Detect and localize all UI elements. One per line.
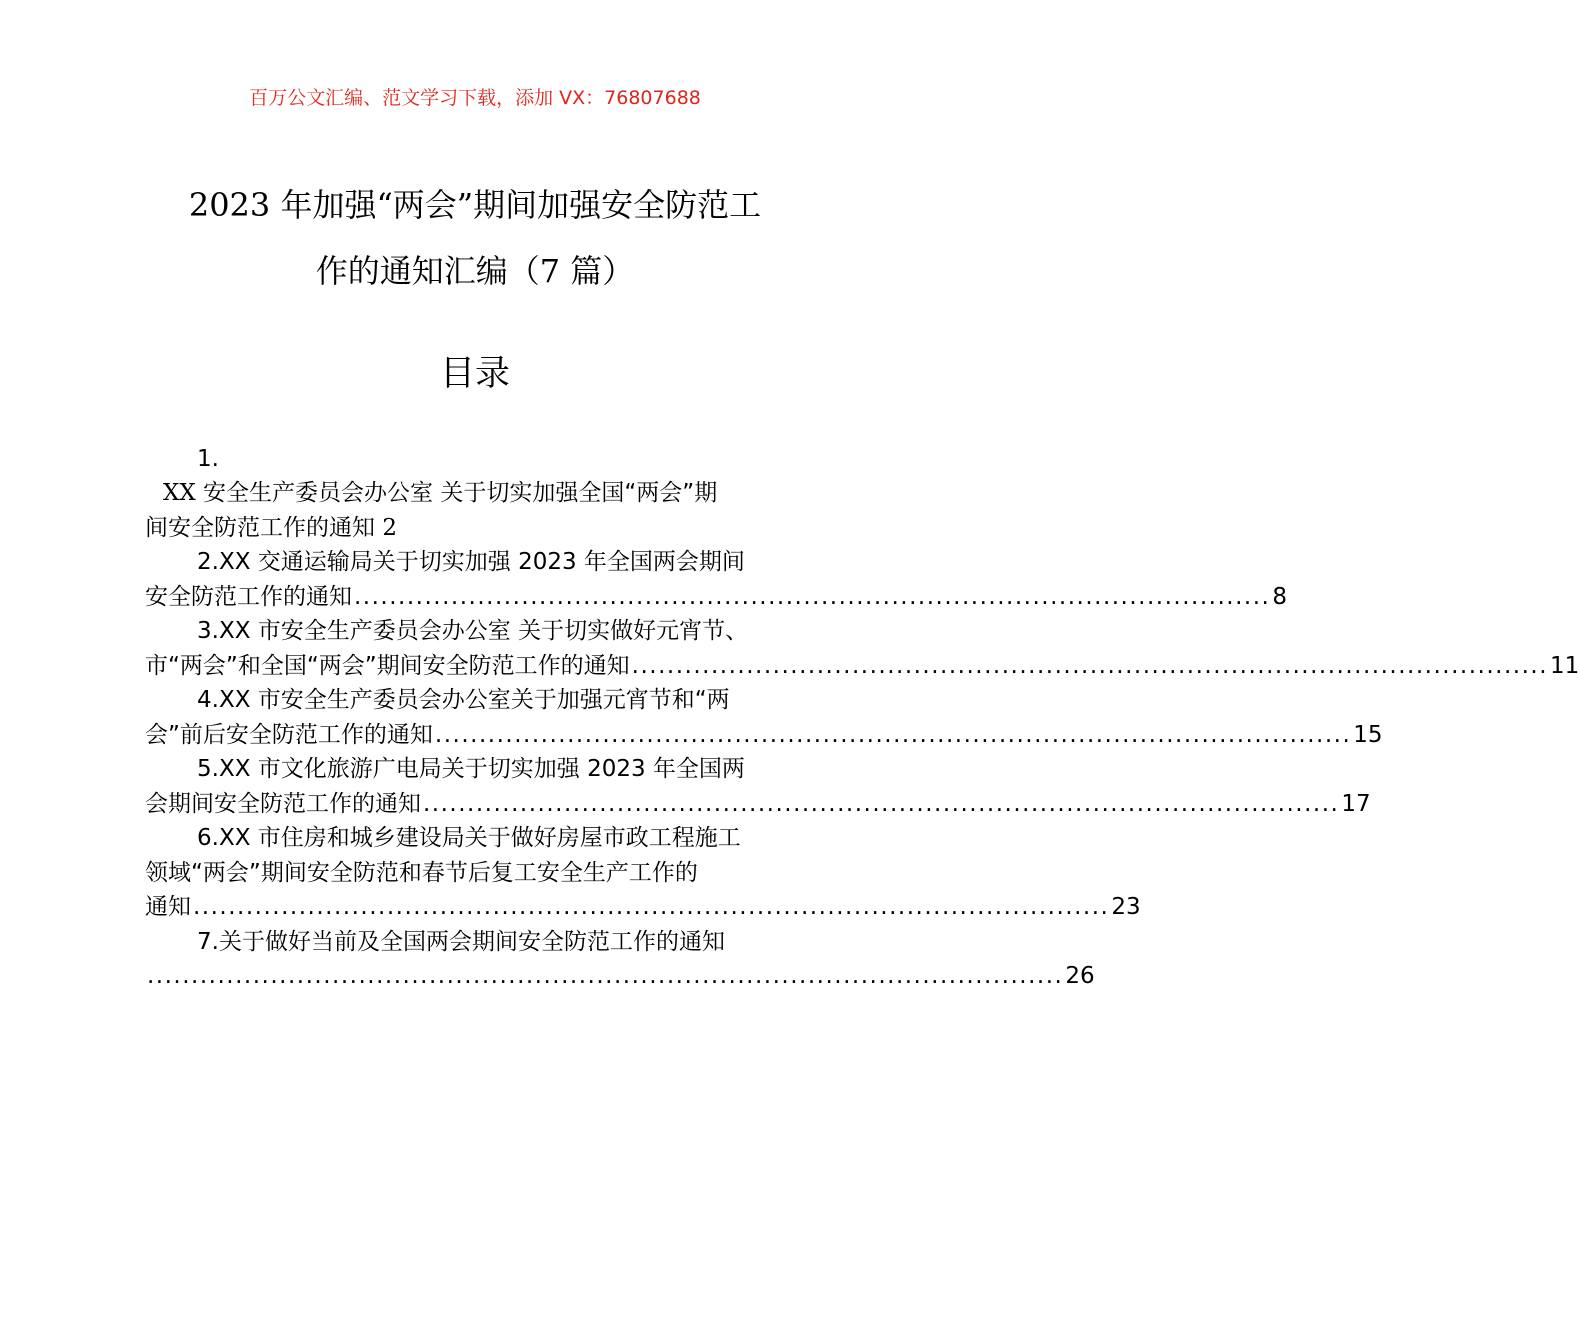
toc-entry-6[interactable] (145, 821, 1141, 925)
toc-entry-3-line-2 (145, 649, 1579, 684)
toc-entry-2-line-2-text: 安全防范工作的通知 (145, 583, 352, 610)
toc-entry-7-page: 26 (1065, 963, 1095, 989)
toc-entry-7-line-2 (145, 959, 1095, 994)
toc-entry-2-line-1: 2.XX 交通运输局关于切实加强 2023 年全国两会期间 (197, 549, 745, 575)
toc-entry-1-prefix: XX (163, 480, 196, 506)
toc-entry-4-line-2 (145, 718, 1383, 753)
toc-entry-5[interactable] (145, 752, 1371, 821)
toc-entry-7-line-1: 7.关于做好当前及全国两会期间安全防范工作的通知 (197, 928, 725, 955)
toc-entry-1[interactable] (145, 442, 805, 545)
toc-entry-3[interactable] (145, 614, 1579, 683)
toc-heading: 目录 (439, 354, 510, 394)
toc-entry-2-line-2 (145, 580, 1287, 615)
document-title (120, 172, 830, 304)
toc-entry-3-line-2-text: 市“两会”和全国“两会”期间安全防范工作的通知 (145, 652, 630, 679)
toc-entry-2-page: 8 (1272, 583, 1287, 610)
toc-entry-6-page: 23 (1111, 894, 1141, 920)
table-of-contents (145, 442, 1579, 994)
toc-entry-4[interactable] (145, 683, 1383, 752)
toc-entry-1-rest: 安全生产委员会办公室 关于切实加强全国“两会”期 (195, 480, 718, 506)
toc-entry-5-line-2 (145, 787, 1371, 822)
title-line-2: 作的通知汇编（7 篇） (315, 252, 635, 290)
toc-entry-1-page: 2 (382, 514, 397, 541)
dot-leader: ........................................................................................................ (147, 963, 1064, 989)
toc-entry-3-line-1: 3.XX 市安全生产委员会办公室 关于切实做好元宵节、 (197, 618, 749, 644)
toc-entry-4-line-1: 4.XX 市安全生产委员会办公室关于加强元宵节和“两 (197, 687, 730, 713)
dot-leader: ........................................................................................................ (193, 894, 1110, 920)
dot-leader: ........................................................................................................ (354, 583, 1271, 610)
toc-entry-1-line-1 (145, 476, 805, 511)
title-line-1: 2023 年加强“两会”期间加强安全防范工 (188, 186, 762, 224)
toc-entry-4-page: 15 (1353, 721, 1383, 748)
toc-entry-5-line-2-text: 会期间安全防范工作的通知 (145, 790, 421, 817)
toc-entry-1-line-2-text: 间安全防范工作的通知 (145, 514, 375, 541)
toc-entry-6-line-1: 6.XX 市住房和城乡建设局关于做好房屋市政工程施工 (197, 825, 741, 851)
toc-entry-5-line-1: 5.XX 市文化旅游广电局关于切实加强 2023 年全国两 (197, 756, 745, 782)
dot-leader: ........................................................................................................ (434, 721, 1352, 748)
toc-entry-1-line-2 (145, 511, 805, 546)
toc-entry-7[interactable] (145, 925, 1095, 994)
dot-leader: ........................................................................................................ (423, 790, 1340, 817)
toc-entry-6-line-3 (145, 890, 1141, 925)
toc-entry-5-page: 17 (1341, 790, 1371, 817)
watermark-header: 百万公文汇编、范文学习下载，添加 VX：76807688 (249, 87, 701, 109)
toc-entry-1-number: 1. (197, 446, 219, 472)
toc-entry-6-line-2: 领域“两会”期间安全防范和春节后复工安全生产工作的 (145, 859, 698, 886)
toc-entry-2[interactable] (145, 545, 1287, 614)
dot-leader: ........................................................................................................ (631, 652, 1549, 679)
toc-entry-4-line-2-text: 会”前后安全防范工作的通知 (145, 721, 433, 748)
toc-entry-3-page: 11 (1550, 652, 1579, 679)
toc-entry-6-line-3-text: 通知 (145, 894, 191, 920)
